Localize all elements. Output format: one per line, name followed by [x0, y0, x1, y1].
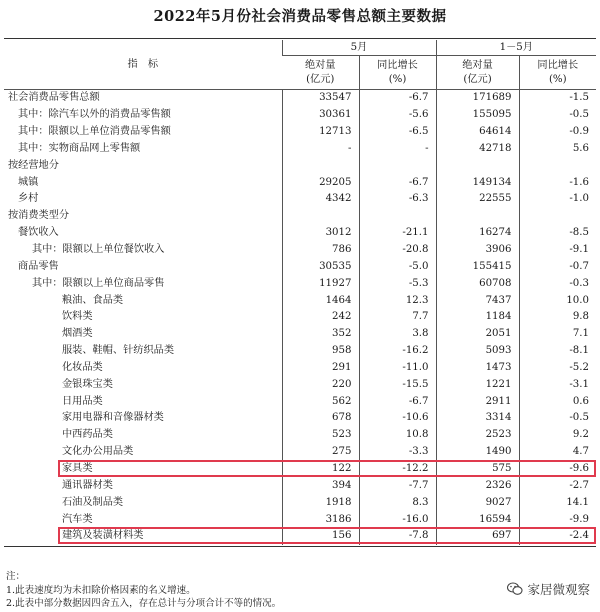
row-label: 通讯器材类 — [62, 479, 113, 491]
table-row — [4, 477, 596, 494]
row-value-v1 — [282, 208, 359, 225]
row-value-v3: 1184 — [436, 309, 519, 326]
row-value-v2: -3.3 — [359, 444, 436, 461]
row-value-v4: -9.1 — [519, 242, 596, 259]
row-value-v1: 3012 — [282, 225, 359, 242]
row-value-v2: -5.6 — [359, 107, 436, 124]
row-label: 按消费类型分 — [8, 210, 70, 222]
row-value-v4: -1.5 — [519, 90, 596, 107]
row-value-v2: -10.6 — [359, 410, 436, 427]
watermark-text: 家居微观察 — [527, 582, 590, 597]
table-row — [4, 511, 596, 528]
table-row — [4, 90, 596, 107]
row-label: 其中：限额以上单位消费品零售额 — [18, 126, 171, 138]
row-value-v2: -16.2 — [359, 343, 436, 360]
row-label: 日用品类 — [62, 395, 103, 407]
row-value-v3: 155415 — [436, 258, 519, 275]
row-value-v4: -0.5 — [519, 107, 596, 124]
row-value-v4: -2.7 — [519, 477, 596, 494]
row-value-v4: -0.5 — [519, 410, 596, 427]
row-label: 中西药品类 — [62, 429, 113, 441]
table-row — [4, 157, 596, 174]
row-value-v1: 786 — [282, 242, 359, 259]
row-value-v2: -20.8 — [359, 242, 436, 259]
notes-line-1: 1.此表速度均为未扣除价格因素的名义增速。 — [6, 584, 196, 596]
row-value-v1: 1918 — [282, 494, 359, 511]
row-value-v2: -6.5 — [359, 124, 436, 141]
row-value-v2: -7.8 — [359, 528, 436, 545]
row-value-v3: 1490 — [436, 444, 519, 461]
row-value-v2: -6.7 — [359, 174, 436, 191]
row-value-v2: -5.3 — [359, 275, 436, 292]
row-value-v4: 0.6 — [519, 393, 596, 410]
row-value-v3: 60708 — [436, 275, 519, 292]
row-value-v1: 242 — [282, 309, 359, 326]
table-row — [4, 208, 596, 225]
header-abs-label: 绝对量 — [462, 59, 493, 71]
table-row — [4, 393, 596, 410]
wechat-icon — [507, 582, 523, 596]
table-row — [4, 461, 596, 478]
row-label: 其中：实物商品网上零售额 — [18, 142, 141, 154]
table-row — [4, 225, 596, 242]
table-row — [4, 124, 596, 141]
row-value-v2: -5.0 — [359, 258, 436, 275]
row-value-v1: - — [282, 141, 359, 158]
row-value-v2: - — [359, 141, 436, 158]
row-value-v2: -11.0 — [359, 360, 436, 377]
row-value-v1: 958 — [282, 343, 359, 360]
table-row — [4, 174, 596, 191]
row-value-v1: 29205 — [282, 174, 359, 191]
data-table — [4, 40, 596, 545]
header-abs-label: 绝对量 — [304, 59, 336, 71]
header-yoy-may — [359, 56, 436, 90]
row-value-v3: 575 — [436, 461, 519, 478]
row-value-v2: -7.7 — [359, 477, 436, 494]
table-row — [4, 444, 596, 461]
table-row — [4, 107, 596, 124]
row-label: 乡村 — [18, 193, 39, 205]
row-value-v3: 2911 — [436, 393, 519, 410]
header-abs-may — [282, 56, 359, 90]
row-value-v3: 42718 — [436, 141, 519, 158]
row-value-v3: 2523 — [436, 427, 519, 444]
table-row — [4, 360, 596, 377]
row-label: 其中：限额以上单位餐饮收入 — [32, 244, 165, 256]
row-value-v4: -9.6 — [519, 461, 596, 478]
row-label: 汽车类 — [62, 513, 93, 525]
row-value-v4: -5.2 — [519, 360, 596, 377]
row-label: 家具类 — [62, 462, 93, 474]
header-abs-unit: (亿元) — [463, 73, 492, 85]
row-value-v1: 523 — [282, 427, 359, 444]
table-row — [4, 141, 596, 158]
row-value-v4: 5.6 — [519, 141, 596, 158]
row-value-v3: 171689 — [436, 90, 519, 107]
row-value-v4: -9.9 — [519, 511, 596, 528]
row-label: 烟酒类 — [62, 328, 93, 340]
row-value-v4 — [519, 157, 596, 174]
table-row — [4, 275, 596, 292]
row-value-v2: -6.7 — [359, 393, 436, 410]
row-value-v3: 16274 — [436, 225, 519, 242]
header-period-may: 5月 — [282, 40, 436, 56]
row-value-v3: 3906 — [436, 242, 519, 259]
notes-label: 注： — [6, 571, 26, 582]
table-row — [4, 376, 596, 393]
row-label: 服装、鞋帽、针纺织品类 — [62, 345, 175, 357]
table-row — [4, 258, 596, 275]
row-value-v1: 562 — [282, 393, 359, 410]
row-value-v4: -8.1 — [519, 343, 596, 360]
row-value-v4: -1.6 — [519, 174, 596, 191]
row-label: 家用电器和音像器材类 — [62, 412, 164, 424]
row-value-v2: 7.7 — [359, 309, 436, 326]
row-value-v4: 10.0 — [519, 292, 596, 309]
row-label: 粮油、食品类 — [62, 294, 124, 306]
row-label: 其中：限额以上单位商品零售 — [32, 277, 165, 289]
watermark — [507, 580, 590, 598]
row-value-v2: 8.3 — [359, 494, 436, 511]
row-label: 城镇 — [18, 176, 39, 188]
table-row — [4, 427, 596, 444]
header-yoy-label: 同比增长 — [537, 59, 579, 71]
row-value-v1: 11927 — [282, 275, 359, 292]
row-value-v3: 16594 — [436, 511, 519, 528]
row-label: 饮料类 — [62, 311, 93, 323]
row-value-v2: 10.8 — [359, 427, 436, 444]
notes-line-2: 2.此表中部分数据因四舍五入，存在总计与分项合计不等的情况。 — [6, 598, 282, 609]
row-value-v3: 2326 — [436, 477, 519, 494]
row-value-v3: 64614 — [436, 124, 519, 141]
row-label: 化妆品类 — [62, 361, 103, 373]
row-value-v3: 9027 — [436, 494, 519, 511]
row-value-v1: 156 — [282, 528, 359, 545]
row-value-v1: 352 — [282, 326, 359, 343]
row-value-v1: 33547 — [282, 90, 359, 107]
row-value-v2: 3.8 — [359, 326, 436, 343]
row-value-v2: -16.0 — [359, 511, 436, 528]
row-value-v4: -3.1 — [519, 376, 596, 393]
row-value-v4: -0.9 — [519, 124, 596, 141]
row-value-v1: 220 — [282, 376, 359, 393]
row-value-v1: 30361 — [282, 107, 359, 124]
table-row — [4, 326, 596, 343]
row-value-v3: 1221 — [436, 376, 519, 393]
row-value-v1: 275 — [282, 444, 359, 461]
row-value-v4: -1.0 — [519, 191, 596, 208]
row-value-v4: 9.8 — [519, 309, 596, 326]
row-value-v3: 3314 — [436, 410, 519, 427]
row-value-v3: 2051 — [436, 326, 519, 343]
row-value-v1 — [282, 157, 359, 174]
row-value-v2: -6.3 — [359, 191, 436, 208]
row-value-v1: 122 — [282, 461, 359, 478]
row-value-v2 — [359, 157, 436, 174]
row-value-v2: -6.7 — [359, 90, 436, 107]
row-value-v1: 30535 — [282, 258, 359, 275]
notes — [6, 570, 281, 611]
row-value-v4: -0.3 — [519, 275, 596, 292]
row-value-v2: -15.5 — [359, 376, 436, 393]
row-label: 其中：除汽车以外的消费品零售额 — [18, 109, 171, 121]
table-row — [4, 494, 596, 511]
table-row — [4, 191, 596, 208]
table-row — [4, 309, 596, 326]
row-value-v3: 155095 — [436, 107, 519, 124]
header-abs-ytd — [436, 56, 519, 90]
row-value-v1: 1464 — [282, 292, 359, 309]
table-row — [4, 242, 596, 259]
header-yoy-unit: (%) — [548, 73, 567, 85]
row-value-v1: 4342 — [282, 191, 359, 208]
row-value-v1: 12713 — [282, 124, 359, 141]
header-yoy-label: 同比增长 — [377, 59, 418, 71]
header-yoy-ytd — [519, 56, 596, 90]
row-value-v2 — [359, 208, 436, 225]
row-value-v4 — [519, 208, 596, 225]
row-value-v2: -21.1 — [359, 225, 436, 242]
table-row — [4, 410, 596, 427]
header-indicator: 指 标 — [4, 40, 282, 90]
row-value-v1: 3186 — [282, 511, 359, 528]
row-value-v4: -0.7 — [519, 258, 596, 275]
row-value-v3: 22555 — [436, 191, 519, 208]
row-label: 文化办公用品类 — [62, 446, 134, 458]
page-title: 2022年5月份社会消费品零售总额主要数据 — [153, 8, 447, 25]
row-value-v1: 678 — [282, 410, 359, 427]
table-row — [4, 292, 596, 309]
row-label: 按经营地分 — [8, 159, 59, 171]
row-value-v3: 1473 — [436, 360, 519, 377]
row-label: 石油及制品类 — [62, 496, 124, 508]
row-value-v3: 5093 — [436, 343, 519, 360]
row-value-v4: -8.5 — [519, 225, 596, 242]
row-value-v4: 7.1 — [519, 326, 596, 343]
row-value-v1: 291 — [282, 360, 359, 377]
row-value-v3 — [436, 157, 519, 174]
table-bottom-rule — [4, 546, 596, 547]
row-value-v2: -12.2 — [359, 461, 436, 478]
row-label: 餐饮收入 — [18, 227, 59, 239]
table-row — [4, 343, 596, 360]
row-label: 社会消费品零售总额 — [8, 92, 100, 104]
row-value-v3 — [436, 208, 519, 225]
row-value-v4: -2.4 — [519, 528, 596, 545]
row-value-v3: 697 — [436, 528, 519, 545]
row-value-v4: 4.7 — [519, 444, 596, 461]
row-value-v3: 7437 — [436, 292, 519, 309]
row-value-v2: 12.3 — [359, 292, 436, 309]
header-period-jan-may: 1－5月 — [436, 40, 596, 56]
row-value-v4: 14.1 — [519, 494, 596, 511]
row-value-v3: 149134 — [436, 174, 519, 191]
table-top-rule — [4, 38, 596, 39]
row-value-v1: 394 — [282, 477, 359, 494]
row-label: 建筑及装潢材料类 — [62, 530, 144, 542]
header-abs-unit: (亿元) — [306, 73, 335, 85]
table-row — [4, 528, 596, 545]
row-label: 商品零售 — [18, 260, 59, 272]
header-yoy-unit: (%) — [388, 73, 407, 85]
row-value-v4: 9.2 — [519, 427, 596, 444]
row-label: 金银珠宝类 — [62, 378, 113, 390]
